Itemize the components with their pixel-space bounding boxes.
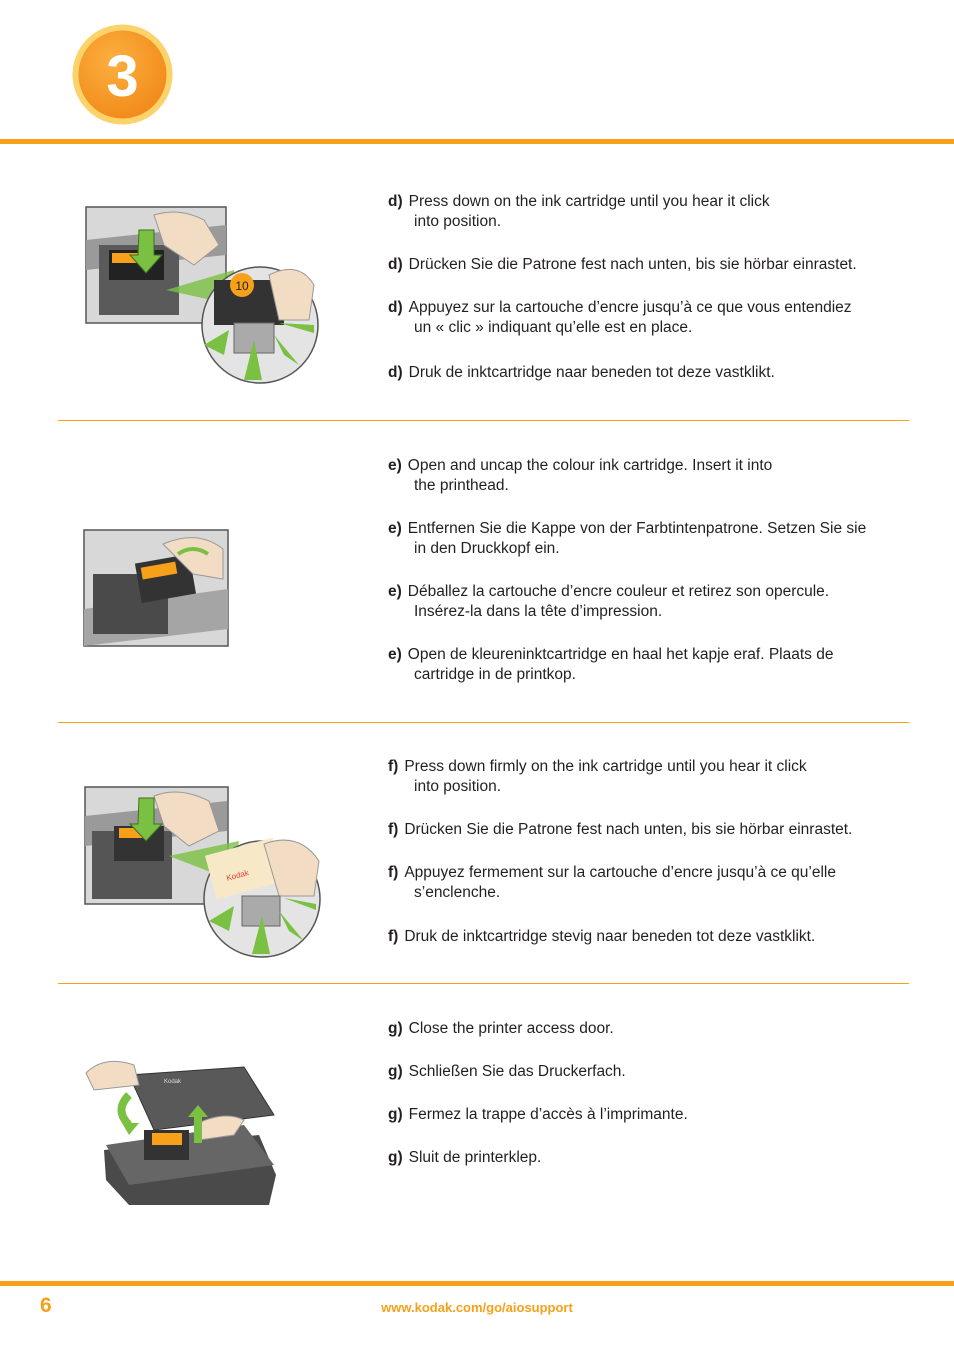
page-number: 6 xyxy=(40,1294,52,1317)
step-label: f) xyxy=(388,758,399,775)
step-label: d) xyxy=(388,364,403,381)
instruction-de xyxy=(388,519,908,559)
instruction-line-1: Close the printer access door. xyxy=(408,1020,614,1037)
instruction-line-1: Sluit de printerklep. xyxy=(408,1149,542,1166)
instruction-en xyxy=(388,456,908,496)
step-label: e) xyxy=(388,646,402,663)
instruction-en xyxy=(388,1019,908,1039)
instruction-line-2: s’enclenche. xyxy=(414,884,501,901)
instruction-line-1: Press down on the ink cartridge until you hear it click xyxy=(408,193,770,210)
instruction-line-1: Open de kleureninktcartridge en haal het kapje eraf. Plaats de xyxy=(407,646,834,663)
step-label: g) xyxy=(388,1063,403,1080)
step-number: 3 xyxy=(106,44,139,109)
cartridge-number-label: 10 xyxy=(235,279,249,293)
step-label: g) xyxy=(388,1020,403,1037)
step-number-badge xyxy=(72,24,173,125)
instruction-line-1: Schließen Sie das Druckerfach. xyxy=(408,1063,626,1080)
instruction-en xyxy=(388,192,908,232)
instruction-line-2: in den Druckkopf ein. xyxy=(414,540,560,557)
support-url-link[interactable]: www.kodak.com/go/aiosupport xyxy=(381,1300,573,1315)
instruction-line-1: Drücken Sie die Patrone fest nach unten, bis sie hörbar einrastet. xyxy=(404,821,853,838)
instruction-line-1: Drücken Sie die Patrone fest nach unten, bis sie hörbar einrastet. xyxy=(408,256,857,273)
instruction-line-1: Entfernen Sie die Kappe von der Farbtintenpatrone. Setzen Sie sie xyxy=(407,520,867,537)
instruction-nl xyxy=(388,363,908,383)
illustration-press-cartridge-black xyxy=(84,205,320,385)
instruction-line-1: Open and uncap the colour ink cartridge. Insert it into xyxy=(407,457,773,474)
step-label: e) xyxy=(388,457,402,474)
illustration-press-cartridge-colour xyxy=(84,786,322,958)
section-divider xyxy=(58,420,909,421)
printer-brand-label: Kodak xyxy=(164,1079,182,1085)
header-rule xyxy=(0,139,954,144)
instruction-line-1: Appuyez sur la cartouche d’encre jusqu’à ce que vous entendiez xyxy=(408,299,852,316)
illustration-close-printer-door xyxy=(84,1055,280,1207)
instruction-nl xyxy=(388,645,908,685)
instruction-de xyxy=(388,1062,908,1082)
instruction-line-2: un « clic » indiquant qu’elle est en place. xyxy=(414,319,693,336)
instruction-line-2: into position. xyxy=(414,778,502,795)
step-label: f) xyxy=(388,928,399,945)
instruction-fr xyxy=(388,582,908,622)
step-label: g) xyxy=(388,1106,403,1123)
instruction-line-2: into position. xyxy=(414,213,502,230)
instruction-nl xyxy=(388,927,908,947)
instruction-nl xyxy=(388,1148,908,1168)
instruction-fr xyxy=(388,298,908,338)
step-label: d) xyxy=(388,299,403,316)
illustration-insert-colour-cartridge xyxy=(83,529,229,647)
kodak-label-on-cartridge: Kodak xyxy=(225,868,250,883)
instruction-en xyxy=(388,757,908,797)
section-divider xyxy=(58,983,909,984)
instruction-de xyxy=(388,820,908,840)
instruction-line-2: the printhead. xyxy=(414,477,509,494)
instruction-line-1: Appuyez fermement sur la cartouche d’encre jusqu’à ce qu’elle xyxy=(404,864,836,881)
instruction-fr xyxy=(388,863,908,903)
instruction-de xyxy=(388,255,908,275)
instruction-line-1: Druk de inktcartridge naar beneden tot deze vastklikt. xyxy=(408,364,775,381)
footer-rule xyxy=(0,1281,954,1286)
instruction-line-2: Insérez-la dans la tête d’impression. xyxy=(414,603,663,620)
instruction-line-1: Fermez la trappe d’accès à l’imprimante. xyxy=(408,1106,688,1123)
step-label: e) xyxy=(388,520,402,537)
step-label: g) xyxy=(388,1149,403,1166)
step-label: f) xyxy=(388,864,399,881)
step-label: d) xyxy=(388,193,403,210)
step-label: e) xyxy=(388,583,402,600)
step-label: d) xyxy=(388,256,403,273)
instruction-fr xyxy=(388,1105,908,1125)
instruction-line-1: Press down firmly on the ink cartridge until you hear it click xyxy=(404,758,807,775)
section-divider xyxy=(58,722,909,723)
instruction-line-1: Déballez la cartouche d’encre couleur et retirez son opercule. xyxy=(407,583,830,600)
instruction-line-1: Druk de inktcartridge stevig naar beneden tot deze vastklikt. xyxy=(404,928,816,945)
step-label: f) xyxy=(388,821,399,838)
instruction-line-2: cartridge in de printkop. xyxy=(414,666,576,683)
